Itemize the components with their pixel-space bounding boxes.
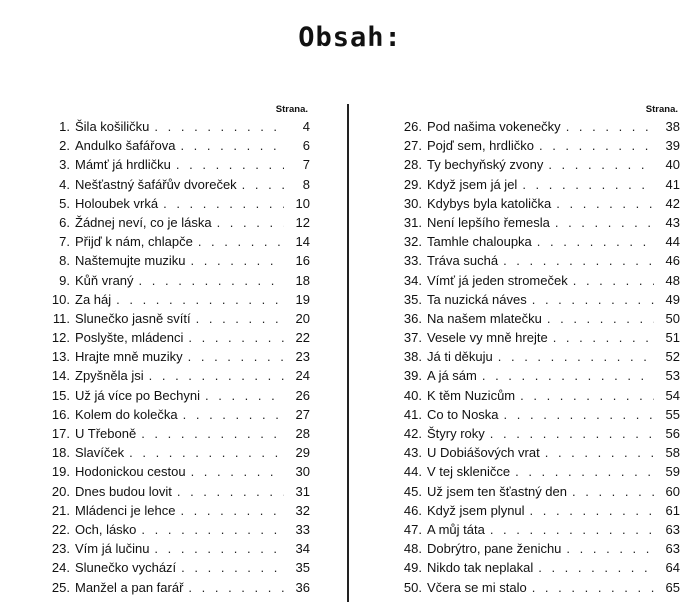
entry-title: Vesele vy mně hrejte <box>427 330 548 346</box>
entry-page: 44 <box>665 234 680 250</box>
toc-entry <box>30 292 310 311</box>
leader-dots <box>186 464 284 479</box>
entry-page: 41 <box>665 176 680 192</box>
entry-title: Už já více po Bechyni <box>75 387 201 403</box>
entry-number: 27. <box>403 138 422 154</box>
entry-title: Ta nuzická náves <box>427 291 527 307</box>
toc-entry <box>382 445 680 464</box>
entry-title: Co to Noska <box>427 406 499 422</box>
toc-entry <box>30 234 310 253</box>
entry-number: 20. <box>51 483 70 499</box>
entry-title: U Třeboně <box>75 426 137 441</box>
entry-title: Na našem mlatečku <box>427 310 542 326</box>
toc-entry <box>382 215 680 234</box>
entry-number: 49. <box>403 560 422 576</box>
entry-title: Žádnej neví, co je láska <box>75 214 212 230</box>
column-header: Strana. <box>645 104 678 115</box>
leader-dots <box>178 407 284 422</box>
entry-title: Tamhle chaloupka <box>427 234 532 250</box>
leader-dots <box>171 157 284 172</box>
entry-page: 26 <box>295 387 310 403</box>
entry-page: 43 <box>665 214 680 230</box>
leader-dots <box>485 426 654 441</box>
toc-entry <box>30 349 310 368</box>
entry-number: 3. <box>59 157 70 173</box>
leader-dots <box>144 368 284 383</box>
entry-number: 24. <box>51 560 70 576</box>
entry-number: 14. <box>51 368 70 384</box>
toc-entry <box>30 464 310 483</box>
entry-title: Slunečko vychází <box>75 560 177 576</box>
entry-number: 48. <box>403 541 422 557</box>
entry-number: 1. <box>59 119 70 134</box>
leader-dots <box>517 177 654 192</box>
entry-number: 10. <box>51 291 70 307</box>
entry-number: 31. <box>403 214 422 230</box>
leader-dots <box>212 215 284 230</box>
entry-title: V tej skleničce <box>427 464 511 480</box>
entry-title: Štyry roky <box>427 426 485 441</box>
toc-entry <box>30 445 310 464</box>
entry-number: 23. <box>51 541 70 557</box>
entry-page: 38 <box>665 119 680 134</box>
toc-entry <box>382 119 680 138</box>
toc-entry <box>30 368 310 387</box>
entry-number: 16. <box>51 406 70 422</box>
toc-entry <box>30 311 310 330</box>
entry-number: 34. <box>403 272 422 288</box>
leader-dots <box>525 503 654 518</box>
entry-number: 36. <box>403 310 422 326</box>
toc-entry <box>30 426 310 445</box>
entry-title: Nešťastný šafářův dvoreček <box>75 176 237 192</box>
entry-title: Kůň vraný <box>75 272 134 288</box>
entry-number: 18. <box>51 445 70 461</box>
toc-entry <box>382 407 680 426</box>
toc-entry <box>30 157 310 176</box>
leader-dots <box>183 330 284 345</box>
toc-entry <box>382 253 680 272</box>
entry-number: 4. <box>59 176 70 192</box>
entry-title: Přijď k nám, chlapče <box>75 234 193 250</box>
entry-page: 27 <box>295 406 310 422</box>
leader-dots <box>485 522 654 537</box>
entry-title: Ty bechyňský zvony <box>427 157 544 173</box>
leader-dots <box>493 349 654 364</box>
toc-entry <box>382 292 680 311</box>
entry-page: 59 <box>665 464 680 480</box>
entry-page: 49 <box>665 291 680 307</box>
entry-page: 33 <box>295 521 310 537</box>
entry-page: 48 <box>665 272 680 288</box>
entry-page: 32 <box>295 502 310 518</box>
leader-dots <box>477 368 654 383</box>
toc-entry <box>382 349 680 368</box>
entry-number: 46. <box>403 502 422 518</box>
toc-column-right <box>382 104 680 599</box>
entry-number: 50. <box>403 579 422 595</box>
toc-column-left <box>30 104 310 599</box>
entry-title: Za háj <box>75 291 112 307</box>
entry-page: 46 <box>665 253 680 269</box>
entry-page: 51 <box>665 330 680 346</box>
toc-entry <box>30 253 310 272</box>
entry-title: Manžel a pan farář <box>75 579 184 595</box>
leader-dots <box>124 445 284 460</box>
entry-number: 22. <box>51 521 70 537</box>
entry-number: 8. <box>59 253 70 269</box>
column-divider <box>347 104 349 602</box>
entry-page: 16 <box>295 253 310 269</box>
toc-entry <box>382 273 680 292</box>
entry-title: Nikdo tak neplakal <box>427 560 534 576</box>
entry-number: 19. <box>51 464 70 480</box>
toc-entry <box>382 311 680 330</box>
toc-entry <box>382 138 680 157</box>
leader-dots <box>237 177 284 192</box>
entry-page: 22 <box>295 330 310 346</box>
entry-page: 18 <box>295 272 310 288</box>
entry-page: 8 <box>302 176 310 192</box>
toc-entry <box>30 177 310 196</box>
leader-dots <box>533 560 654 575</box>
entry-number: 12. <box>51 330 70 346</box>
entry-page: 55 <box>665 406 680 422</box>
entry-title: Pojď sem, hrdličko <box>427 138 534 154</box>
entry-page: 65 <box>665 579 680 595</box>
leader-dots <box>175 503 284 518</box>
leader-dots <box>567 484 654 499</box>
toc-entry <box>382 177 680 196</box>
entry-page: 40 <box>665 157 680 173</box>
entry-number: 25. <box>51 579 70 595</box>
leader-dots <box>551 196 654 211</box>
entry-number: 47. <box>403 521 422 537</box>
leader-dots <box>136 426 284 441</box>
toc-entry <box>30 580 310 599</box>
entry-number: 7. <box>59 234 70 250</box>
entry-number: 13. <box>51 349 70 365</box>
toc-entry <box>30 273 310 292</box>
entry-title: Kdybys byla katolička <box>427 195 552 211</box>
entry-number: 6. <box>59 214 70 230</box>
toc-entry <box>382 560 680 579</box>
leader-dots <box>534 138 654 153</box>
entry-title: Mámť já hrdličku <box>75 157 171 173</box>
toc-entry <box>30 503 310 522</box>
toc-entry <box>30 330 310 349</box>
leader-dots <box>498 253 654 268</box>
entry-number: 41. <box>403 406 422 422</box>
leader-dots <box>499 407 654 422</box>
entry-number: 40. <box>403 387 422 403</box>
entry-number: 39. <box>403 368 422 384</box>
leader-dots <box>183 349 284 364</box>
entry-page: 12 <box>295 214 310 230</box>
leader-dots <box>543 157 654 172</box>
leader-dots <box>548 330 654 345</box>
toc-entry <box>382 330 680 349</box>
toc-entry <box>30 407 310 426</box>
entry-number: 30. <box>403 195 422 211</box>
entry-number: 26. <box>403 119 422 134</box>
leader-dots <box>172 484 284 499</box>
entry-title: Včera se mi stalo <box>427 579 527 595</box>
entry-number: 44. <box>403 464 422 480</box>
entry-page: 20 <box>295 310 310 326</box>
entry-page: 30 <box>295 464 310 480</box>
entry-title: A já sám <box>427 368 477 384</box>
entry-number: 15. <box>51 387 70 403</box>
entry-page: 53 <box>665 368 680 384</box>
entry-title: A můj táta <box>427 521 485 537</box>
entry-page: 7 <box>302 157 310 173</box>
leader-dots <box>158 196 284 211</box>
entry-title: Když jsem já jel <box>427 176 518 192</box>
entry-number: 43. <box>403 445 422 461</box>
toc-entry <box>382 580 680 599</box>
toc-entry <box>30 388 310 407</box>
leader-dots <box>200 388 284 403</box>
leader-dots <box>136 522 284 537</box>
entry-number: 35. <box>403 291 422 307</box>
toc-entry <box>382 484 680 503</box>
entry-title: Já ti děkuju <box>427 349 493 365</box>
entry-title: Och, lásko <box>75 521 137 537</box>
entry-title: Holoubek vrká <box>75 195 159 211</box>
entry-number: 32. <box>403 234 422 250</box>
entry-title: Dnes budou lovit <box>75 483 172 499</box>
leader-dots <box>561 541 654 556</box>
entry-title: Mládenci je lehce <box>75 502 176 518</box>
entry-page: 28 <box>295 426 310 441</box>
leader-dots <box>515 388 654 403</box>
leader-dots <box>134 273 284 288</box>
entry-title: Vím já lučinu <box>75 541 150 557</box>
entry-title: Není lepšího řemesla <box>427 214 550 230</box>
entry-page: 6 <box>302 138 310 154</box>
leader-dots <box>175 138 284 153</box>
leader-dots <box>193 234 284 249</box>
toc-entry <box>382 234 680 253</box>
entry-title: Když jsem plynul <box>427 502 525 518</box>
entry-title: Slunečko jasně svítí <box>75 310 191 326</box>
toc-entry <box>382 388 680 407</box>
toc-entry <box>30 196 310 215</box>
entry-page: 52 <box>665 349 680 365</box>
entry-page: 54 <box>665 387 680 403</box>
entry-title: Dobrýtro, pane ženichu <box>427 541 562 557</box>
entry-number: 5. <box>59 195 70 211</box>
entry-title: Kolem do kolečka <box>75 406 178 422</box>
entry-number: 33. <box>403 253 422 269</box>
entry-number: 9. <box>59 272 70 288</box>
entry-page: 50 <box>665 310 680 326</box>
leader-dots <box>561 119 654 134</box>
entry-page: 61 <box>665 502 680 518</box>
toc-entry <box>382 368 680 387</box>
entry-page: 39 <box>665 138 680 154</box>
entry-title: Zpyšněla jsi <box>75 368 144 384</box>
entry-page: 64 <box>665 560 680 576</box>
toc-entry <box>382 541 680 560</box>
leader-dots <box>527 292 654 307</box>
toc-entry <box>30 484 310 503</box>
leader-dots <box>527 580 654 595</box>
entry-title: K těm Nuzicům <box>427 387 516 403</box>
entry-number: 45. <box>403 483 422 499</box>
leader-dots <box>532 234 654 249</box>
entry-number: 21. <box>51 502 70 518</box>
leader-dots <box>149 541 284 556</box>
entry-page: 19 <box>295 291 310 307</box>
entry-number: 42. <box>403 426 422 441</box>
entry-title: Hrajte mně muziky <box>75 349 183 365</box>
entry-title: Pod našima vokenečky <box>427 119 561 134</box>
entry-number: 37. <box>403 330 422 346</box>
entry-number: 11. <box>52 310 70 326</box>
entry-page: 24 <box>295 368 310 384</box>
leader-dots <box>568 273 654 288</box>
toc-entry <box>382 426 680 445</box>
toc-entry <box>382 196 680 215</box>
entry-title: Hodonickou cestou <box>75 464 186 480</box>
column-header: Strana. <box>275 104 308 115</box>
entry-page: 23 <box>295 349 310 365</box>
entry-page: 31 <box>295 483 310 499</box>
entry-title: Šila košiličku <box>75 119 150 134</box>
entry-page: 63 <box>665 521 680 537</box>
entry-page: 10 <box>295 195 310 211</box>
entry-page: 4 <box>302 119 310 134</box>
toc-entry <box>30 522 310 541</box>
entry-page: 35 <box>295 560 310 576</box>
entry-page: 36 <box>295 579 310 595</box>
leader-dots <box>176 560 284 575</box>
entry-title: U Dobiášových vrat <box>427 445 540 461</box>
entry-title: Poslyšte, mládenci <box>75 330 184 346</box>
entry-page: 58 <box>665 445 680 461</box>
entry-number: 2. <box>59 138 70 154</box>
leader-dots <box>111 292 284 307</box>
entry-number: 28. <box>403 157 422 173</box>
toc-entry <box>382 503 680 522</box>
toc-entry <box>30 541 310 560</box>
leader-dots <box>510 464 654 479</box>
page-title: Obsah: <box>298 22 402 53</box>
toc-entry <box>30 215 310 234</box>
entry-number: 38. <box>403 349 422 365</box>
toc-entry <box>382 464 680 483</box>
entry-title: Naštemujte muziku <box>75 253 186 269</box>
leader-dots <box>550 215 654 230</box>
leader-dots <box>186 253 284 268</box>
entry-title: Tráva suchá <box>427 253 499 269</box>
entry-page: 34 <box>295 541 310 557</box>
toc-entry <box>382 522 680 541</box>
entry-title: Andulko šafářova <box>75 138 176 154</box>
leader-dots <box>191 311 284 326</box>
entry-page: 42 <box>665 195 680 211</box>
toc-entry <box>382 157 680 176</box>
entry-number: 17. <box>51 426 70 441</box>
toc-entry <box>30 119 310 138</box>
leader-dots <box>540 445 654 460</box>
toc-entry <box>30 560 310 579</box>
entry-title: Vímť já jeden stromeček <box>427 272 568 288</box>
entry-number: 29. <box>403 176 422 192</box>
leader-dots <box>542 311 654 326</box>
toc-entry <box>30 138 310 157</box>
entry-page: 56 <box>665 426 680 441</box>
entry-page: 63 <box>665 541 680 557</box>
entry-page: 29 <box>295 445 310 461</box>
entry-title: Už jsem ten šťastný den <box>427 483 567 499</box>
entry-page: 60 <box>665 483 680 499</box>
entry-title: Slavíček <box>75 445 125 461</box>
leader-dots <box>149 119 284 134</box>
entry-page: 14 <box>295 234 310 250</box>
leader-dots <box>183 580 284 595</box>
